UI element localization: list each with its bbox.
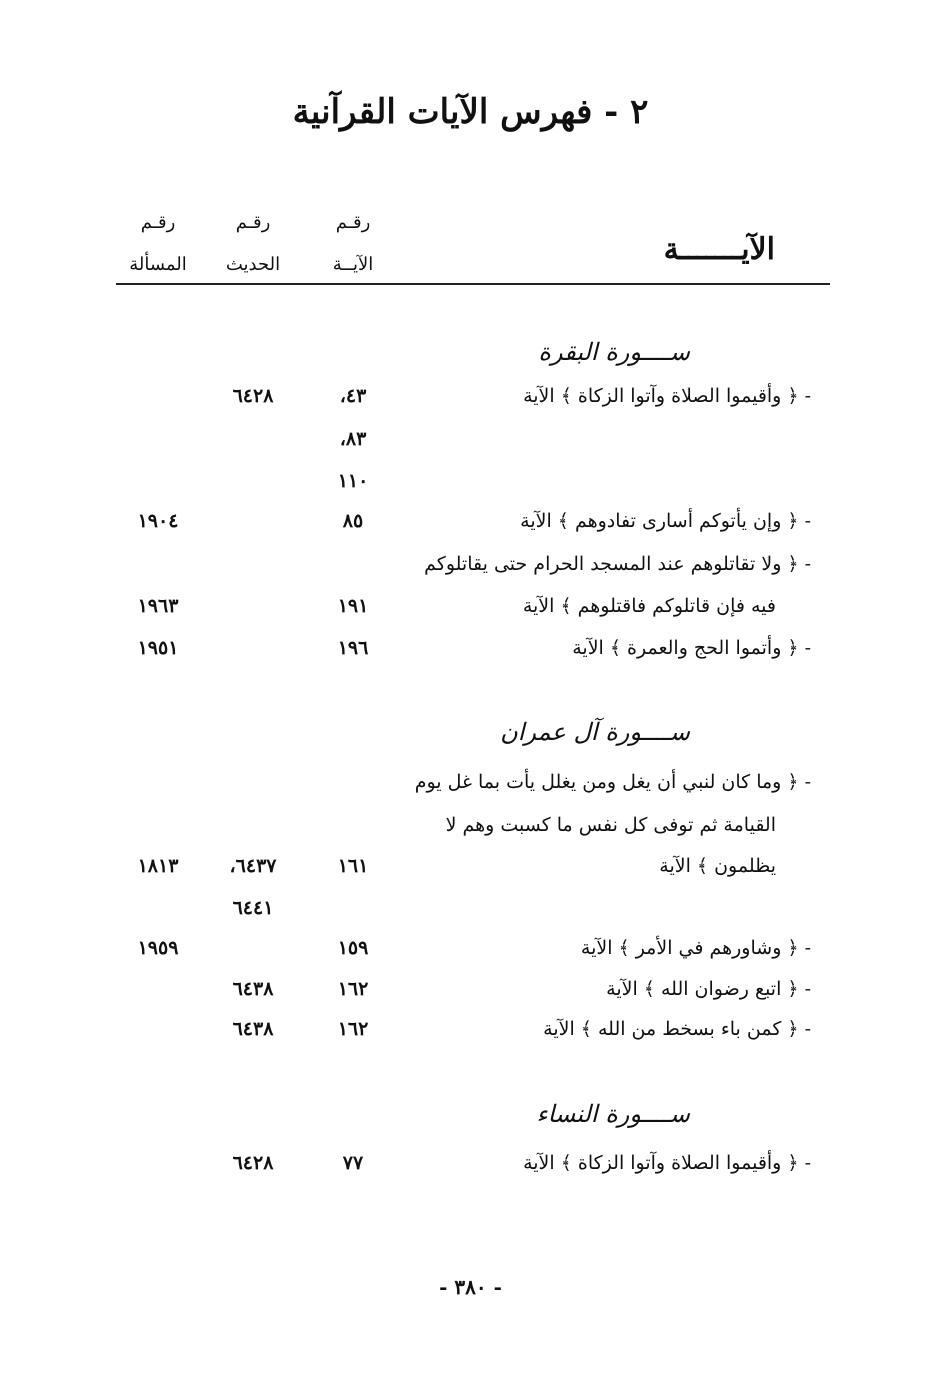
verse-text: - ﴿ اتبع رضوان الله ﴾ الآية	[606, 978, 811, 1000]
index-row	[0, 1152, 941, 1182]
hadith-number: ٦٤٣٧،	[229, 855, 277, 877]
hadith-number: ٦٤٢٨	[232, 385, 274, 407]
surah-heading: ســــورة النساء	[536, 1100, 690, 1128]
masala-number-header-top: رقـم	[140, 212, 176, 233]
hadith-number-header-bottom: الحديث	[225, 254, 281, 275]
masala-number: ١٨١٣	[137, 855, 179, 877]
page-number: - ٣٨٠ -	[439, 1275, 502, 1299]
aya-number: ٨٣،	[339, 428, 367, 450]
surah-heading: ســــورة البقرة	[538, 338, 690, 366]
index-row	[0, 855, 941, 885]
page-title: ٢ - فهرس الآيات القرآنية	[292, 92, 649, 132]
index-row	[0, 771, 941, 801]
hadith-number: ٦٤٣٨	[232, 1018, 274, 1040]
aya-number: ١٦٢	[337, 978, 369, 1000]
index-row	[0, 470, 941, 500]
index-row	[0, 814, 941, 844]
masala-number: ١٩٥١	[137, 637, 179, 659]
aya-number-header-bottom: الآيــة	[332, 254, 374, 275]
aya-number: ١٦١	[337, 855, 369, 877]
aya-number: ١٩٦	[337, 637, 369, 659]
aya-number: ٨٥	[342, 510, 364, 532]
verse-text: - ﴿ وأقيموا الصلاة وآتوا الزكاة ﴾ الآية	[523, 1152, 811, 1174]
index-row	[0, 978, 941, 1008]
index-row	[0, 937, 941, 967]
masala-number: ١٩٦٣	[137, 595, 179, 617]
verse-text: - ﴿ ولا تقاتلوهم عند المسجد الحرام حتى يقاتلوكم	[424, 553, 811, 575]
hadith-number-header-top: رقـم	[235, 212, 271, 233]
verse-text: يظلمون ﴾ الآية	[659, 855, 776, 877]
hadith-number: ٦٤٤١	[232, 897, 274, 919]
verse-text: - ﴿ وأقيموا الصلاة وآتوا الزكاة ﴾ الآية	[523, 385, 811, 407]
hadith-number: ٦٤٢٨	[232, 1152, 274, 1174]
hadith-number: ٦٤٣٨	[232, 978, 274, 1000]
verse-text: - ﴿ وشاورهم في الأمر ﴾ الآية	[580, 937, 811, 959]
verse-column-header: الآيـــــــة	[663, 232, 775, 267]
index-row	[0, 510, 941, 540]
verse-text: - ﴿ كمن باء بسخط من الله ﴾ الآية	[543, 1018, 811, 1040]
verse-text: - ﴿ وما كان لنبي أن يغل ومن يغلل يأت بما غل يوم	[414, 771, 811, 793]
aya-number: ١١٠	[337, 470, 369, 492]
verse-text: القيامة ثم توفى كل نفس ما كسبت وهم لا	[445, 814, 776, 836]
verse-text: - ﴿ وأتموا الحج والعمرة ﴾ الآية	[572, 637, 811, 659]
aya-number: ١٥٩	[337, 937, 369, 959]
surah-heading: ســــورة آل عمران	[500, 718, 690, 746]
index-row	[0, 1018, 941, 1048]
header-divider	[116, 283, 830, 285]
index-row	[0, 385, 941, 415]
index-row	[0, 428, 941, 458]
aya-number: ١٦٢	[337, 1018, 369, 1040]
masala-number-header-bottom: المسألة	[129, 254, 187, 275]
aya-number-header-top: رقـم	[335, 212, 371, 233]
aya-number: ٧٧	[342, 1152, 364, 1174]
verse-text: فيه فإن قاتلوكم فاقتلوهم ﴾ الآية	[522, 595, 776, 617]
verse-text: - ﴿ وإن يأتوكم أسارى تفادوهم ﴾ الآية	[520, 510, 811, 532]
index-row	[0, 595, 941, 625]
masala-number: ١٩٠٤	[137, 510, 179, 532]
index-row	[0, 553, 941, 583]
index-row	[0, 897, 941, 927]
index-row	[0, 637, 941, 667]
aya-number: ١٩١	[337, 595, 369, 617]
masala-number: ١٩٥٩	[137, 937, 179, 959]
aya-number: ٤٣،	[339, 385, 367, 407]
